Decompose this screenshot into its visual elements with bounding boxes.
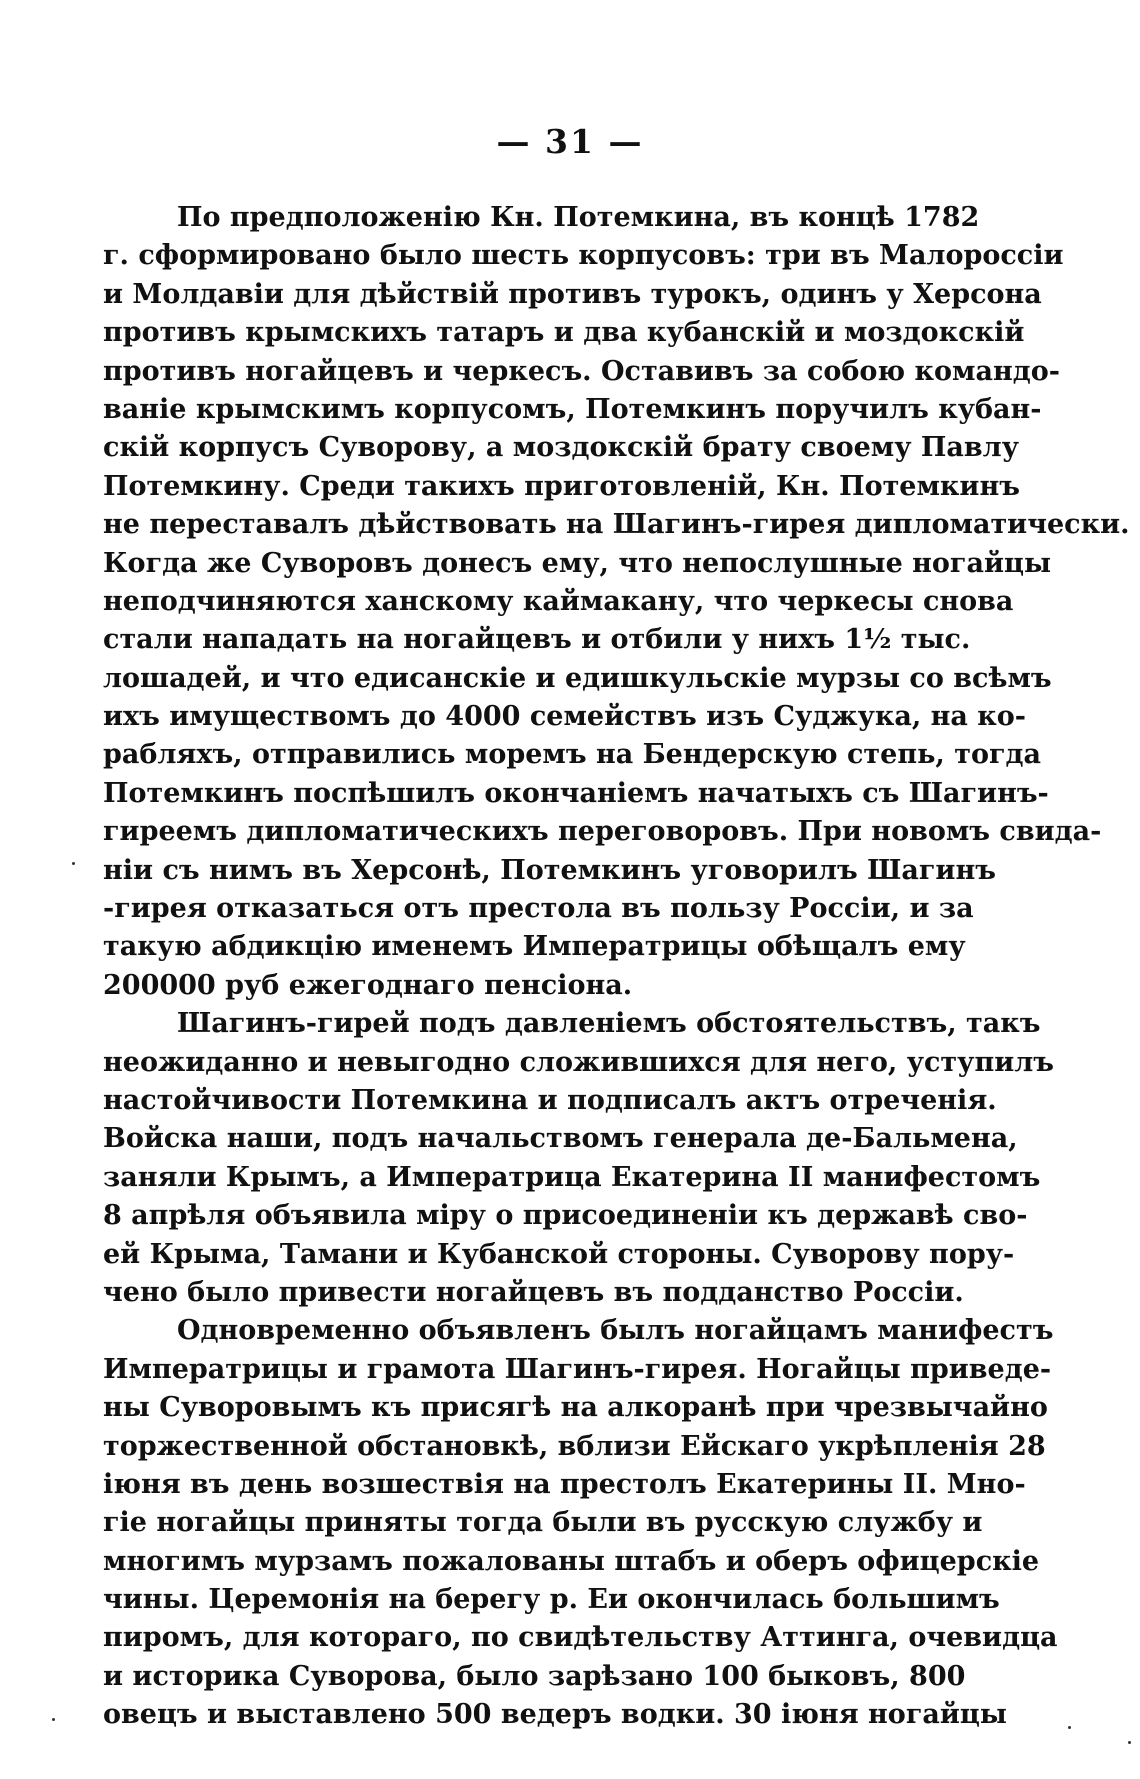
text-line: неожиданно и невыгодно сложившихся для него, уступилъ [103,1046,1054,1078]
text-line: Войска наши, подъ начальствомъ генерала де-Бальмена, [103,1123,1018,1155]
text-line: противъ крымскихъ татаръ и два кубанскій и моздокскій [103,317,1025,349]
text-line: -гирея отказаться отъ престола въ пользу Россіи, и за [103,893,974,925]
text-line: стали нападать на ногайцевъ и отбили у нихъ 1½ тыс. [103,624,971,656]
scan-speck [1128,1741,1131,1744]
text-line: гиреемъ дипломатическихъ переговоровъ. При новомъ свида- [103,816,1102,848]
text-line: противъ ногайцевъ и черкесъ. Оставивъ за собою командо- [103,355,1060,387]
text-line: Потемкину. Среди такихъ приготовленій, Кн. Потемкинъ [103,470,1020,502]
text-line: г. сформировано было шесть корпусовъ: три въ Малороссіи [103,240,1064,272]
scan-speck [72,862,75,865]
text-line: ей Крыма, Тамани и Кубанской стороны. Суворову пору- [103,1238,1015,1270]
text-line: настойчивости Потемкина и подписалъ актъ отреченія. [103,1084,997,1116]
text-line: 200000 руб ежегоднаго пенсіона. [103,969,633,1001]
text-line: такую абдикцію именемъ Императрицы обѣщалъ ему [103,931,966,963]
text-column [103,199,1130,1735]
text-line: Потемкинъ поспѣшилъ окончаніемъ начатыхъ съ Шагинъ- [103,777,1049,809]
text-line: Шагинъ-гирей подъ давленіемъ обстоятельствъ, такъ [177,1008,1041,1040]
text-line: скій корпусъ Суворову, а моздокскій брату своему Павлу [103,432,1019,464]
text-line: гіе ногайцы приняты тогда были въ русскую службу и [103,1507,983,1539]
text-line: Когда же Суворовъ донесъ ему, что непослушные ногайцы [103,547,1052,579]
text-line: и историка Суворова, было зарѣзано 100 быковъ, 800 [103,1660,966,1692]
text-line: многимъ мурзамъ пожалованы штабъ и оберъ офицерскіе [103,1545,1040,1577]
text-line: Одновременно объявленъ былъ ногайцамъ манифестъ [177,1315,1054,1347]
text-line: іюня въ день возшествія на престолъ Екатерины II. Мно- [103,1468,1026,1500]
text-line: неподчиняются ханскому каймакану, что черкесы снова [103,585,1014,617]
paragraph-2 [103,1005,1054,1312]
text-line: и Молдавіи для дѣйствій противъ турокъ, одинъ у Херсона [103,278,1042,310]
text-line: лошадей, и что едисанскіе и едишкульскіе мурзы со всѣмъ [103,662,1052,694]
text-line: Императрицы и грамота Шагинъ-гирея. Ногайцы приведе- [103,1353,1052,1385]
paragraph-1 [103,199,1130,1005]
text-line: По предположенію Кн. Потемкина, въ концѣ 1782 [177,202,980,233]
text-line: ваніе крымскимъ корпусомъ, Потемкинъ поручилъ кубан- [103,393,1042,425]
text-line: не переставалъ дѣйствовать на Шагинъ-гирея дипломатически. [103,509,1130,541]
text-line: ніи съ нимъ въ Херсонѣ, Потемкинъ уговорилъ Шагинъ [103,854,996,886]
text-line: овецъ и выставлено 500 ведеръ водки. 30 іюня ногайцы [103,1699,1007,1731]
paragraph-3 [103,1312,1058,1734]
text-line: торжественной обстановкѣ, вблизи Ейскаго укрѣпленія 28 [103,1430,1046,1462]
text-line: ихъ имуществомъ до 4000 семействъ изъ Суджука, на ко- [103,701,1027,733]
scan-speck [1068,1726,1071,1729]
text-line: заняли Крымъ, а Императрица Екатерина II манифестомъ [103,1161,1041,1193]
text-line: чины. Церемонія на берегу р. Еи окончилась большимъ [103,1584,1000,1616]
text-line: чено было привести ногайцевъ въ подданство Россіи. [103,1276,964,1308]
scan-speck [52,1718,55,1721]
page-number: — 31 — [496,122,644,161]
text-line: рабляхъ, отправились моремъ на Бендерскую степь, тогда [103,739,1041,771]
text-line: 8 апрѣля объявила міру о присоединеніи къ державѣ сво- [103,1200,1028,1232]
text-line: пиромъ, для котораго, по свидѣтельству Аттинга, очевидца [103,1622,1058,1654]
text-line: ны Суворовымъ къ присягѣ на алкоранѣ при чрезвычайно [103,1392,1048,1424]
